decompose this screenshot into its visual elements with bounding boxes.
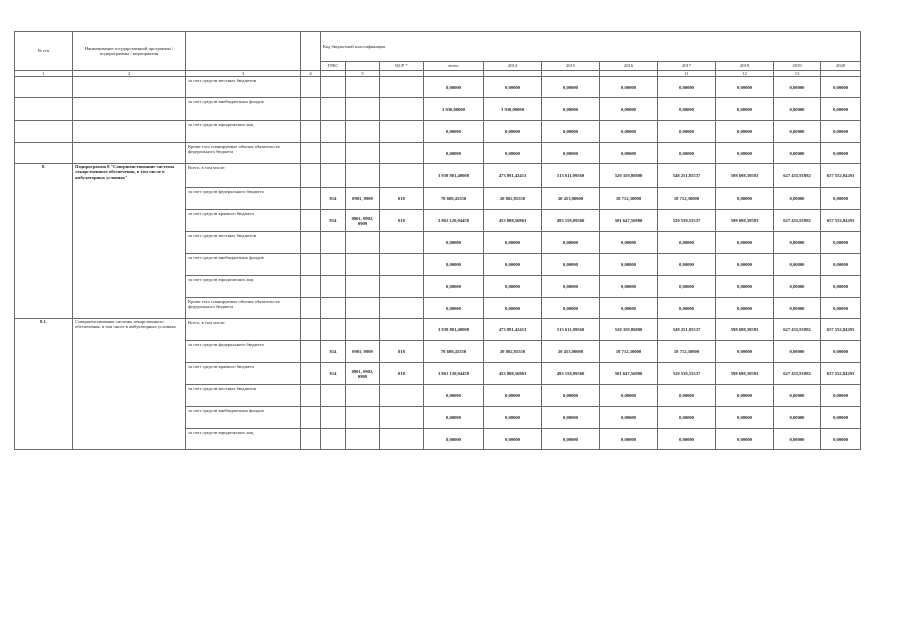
rz-cell: 0901, 0909 xyxy=(346,341,380,363)
csr-cell: 018 xyxy=(380,210,424,232)
spacer-cell xyxy=(301,188,321,210)
colnum-4: 4 xyxy=(301,71,321,77)
spacer-cell xyxy=(301,121,321,143)
value-year: 657 552,84293 xyxy=(821,319,861,341)
row-label: за счет средств местных бюджетов xyxy=(186,77,301,98)
value-total: 3 861 120,94458 xyxy=(424,210,484,232)
value-year: 0,00000 xyxy=(542,232,600,254)
grbs-cell: 814 xyxy=(321,210,346,232)
value-year: 657 552,84293 xyxy=(821,210,861,232)
value-year: 0,00000 xyxy=(716,121,774,143)
value-year: 493 158,09560 xyxy=(542,363,600,385)
value-total: 78 680,45550 xyxy=(424,341,484,363)
value-year: 0,00000 xyxy=(774,298,821,319)
num-cell xyxy=(15,77,73,98)
value-year: 453 088,56863 xyxy=(484,210,542,232)
rz-cell xyxy=(346,77,380,98)
header-grbs: ГРБС xyxy=(321,62,346,71)
name-cell xyxy=(73,143,186,164)
row-label: за счет средств юридических лиц xyxy=(186,276,301,298)
value-year: 501 647,56800 xyxy=(600,363,658,385)
header-total: всего xyxy=(424,62,484,71)
rz-cell xyxy=(346,121,380,143)
value-year: 0,00000 xyxy=(774,407,821,429)
value-year: 627 435,91882 xyxy=(774,363,821,385)
header-csr: ЦСР * xyxy=(380,62,424,71)
grbs-cell xyxy=(321,164,346,188)
table-row xyxy=(15,319,861,341)
header-budget-code: Код бюджетной классификации xyxy=(321,32,861,62)
value-year: 0,00000 xyxy=(542,298,600,319)
value-year: 20 802,85550 xyxy=(484,341,542,363)
name-cell xyxy=(73,77,186,98)
row-label: за счет средств федерального бюджета xyxy=(186,341,301,363)
table-row xyxy=(15,164,861,188)
grbs-cell: 814 xyxy=(321,188,346,210)
value-year: 0,00000 xyxy=(600,77,658,98)
value-year: 0,00000 xyxy=(542,429,600,450)
row-label: за счет средств юридических лиц xyxy=(186,121,301,143)
value-year: 0,00000 xyxy=(821,98,861,121)
grbs-cell xyxy=(321,121,346,143)
section-name: Подпрограмма 8 "Совершенствование системы лекарственного обеспечения, в том числе в амбулаторных условиях" xyxy=(73,164,186,319)
value-year: 0,00000 xyxy=(484,385,542,407)
rz-cell: 0901, 0902, 0909 xyxy=(346,363,380,385)
value-total: 3 861 120,94458 xyxy=(424,363,484,385)
value-year: 0,00000 xyxy=(821,385,861,407)
grbs-cell xyxy=(321,385,346,407)
header-year-2015: 2015 xyxy=(542,62,600,71)
value-year: 0,00000 xyxy=(716,341,774,363)
value-year: 0,00000 xyxy=(600,98,658,121)
header-spacer xyxy=(301,32,321,71)
header-num: № п/п xyxy=(15,32,73,71)
value-year: 0,00000 xyxy=(600,276,658,298)
value-year: 0,00000 xyxy=(542,385,600,407)
value-total: 0,00000 xyxy=(424,143,484,164)
value-year: 0,00000 xyxy=(542,98,600,121)
value-year: 0,00000 xyxy=(484,429,542,450)
row-label: за счет средств местных бюджетов xyxy=(186,232,301,254)
section-number: 8. xyxy=(15,164,73,319)
value-year: 0,00000 xyxy=(600,254,658,276)
value-year: 520 359,86800 xyxy=(600,319,658,341)
value-year: 0,00000 xyxy=(484,121,542,143)
value-total: 0,00000 xyxy=(424,429,484,450)
spacer-cell xyxy=(301,429,321,450)
row-label: Всего, в том числе: xyxy=(186,164,301,188)
value-year: 0,00000 xyxy=(774,429,821,450)
value-year: 0,00000 xyxy=(774,98,821,121)
spacer-cell xyxy=(301,407,321,429)
value-year: 0,00000 xyxy=(658,232,716,254)
value-year: 0,00000 xyxy=(774,143,821,164)
row-label: Кроме того планируемые объемы обязательств федерального бюджета xyxy=(186,298,301,319)
spacer-cell xyxy=(301,341,321,363)
colnum-13: 12 xyxy=(716,71,774,77)
colnum-6: 5 xyxy=(346,71,380,77)
header-year-2020: 2020 xyxy=(821,62,861,71)
value-year: 0,00000 xyxy=(542,276,600,298)
csr-cell xyxy=(380,254,424,276)
value-year: 0,00000 xyxy=(484,276,542,298)
colnum-3: 3 xyxy=(186,71,301,77)
value-year: 0,00000 xyxy=(774,77,821,98)
value-year: 0,00000 xyxy=(658,77,716,98)
value-total: 0,00000 xyxy=(424,121,484,143)
header-year-2018: 2018 xyxy=(716,62,774,71)
value-total: 3 930,00000 xyxy=(424,98,484,121)
row-label: за счет средств краевого бюджета xyxy=(186,210,301,232)
value-year: 627 435,91882 xyxy=(774,210,821,232)
value-year: 0,00000 xyxy=(716,232,774,254)
num-cell xyxy=(15,143,73,164)
grbs-cell xyxy=(321,77,346,98)
csr-cell xyxy=(380,77,424,98)
value-year: 0,00000 xyxy=(542,254,600,276)
value-year: 0,00000 xyxy=(821,77,861,98)
value-year: 0,00000 xyxy=(821,341,861,363)
grbs-cell xyxy=(321,232,346,254)
value-year: 0,00000 xyxy=(821,121,861,143)
spacer-cell xyxy=(301,385,321,407)
value-year: 0,00000 xyxy=(821,232,861,254)
value-year: 598 698,39583 xyxy=(716,164,774,188)
value-year: 598 698,39583 xyxy=(716,363,774,385)
section-number: 8.1. xyxy=(15,319,73,450)
value-year: 0,00000 xyxy=(821,276,861,298)
rz-cell xyxy=(346,298,380,319)
value-year: 453 088,56863 xyxy=(484,363,542,385)
value-year: 0,00000 xyxy=(658,385,716,407)
rz-cell xyxy=(346,143,380,164)
value-year: 0,00000 xyxy=(658,407,716,429)
header-blank xyxy=(186,32,301,71)
value-year: 493 158,09560 xyxy=(542,210,600,232)
csr-cell: 018 xyxy=(380,363,424,385)
rz-cell xyxy=(346,254,380,276)
spacer-cell xyxy=(301,210,321,232)
row-label: за счет средств юридических лиц xyxy=(186,429,301,450)
row-label: за счет средств внебюджетных фондов xyxy=(186,254,301,276)
value-year: 0,00000 xyxy=(716,254,774,276)
value-year: 18 712,30000 xyxy=(600,188,658,210)
csr-cell xyxy=(380,164,424,188)
spacer-cell xyxy=(301,164,321,188)
rz-cell xyxy=(346,98,380,121)
value-year: 627 435,91882 xyxy=(774,319,821,341)
colnum-12: 11 xyxy=(658,71,716,77)
grbs-cell: 814 xyxy=(321,341,346,363)
value-year: 20 453,00000 xyxy=(542,188,600,210)
value-year: 548 251,85537 xyxy=(658,319,716,341)
value-year: 501 647,56800 xyxy=(600,210,658,232)
value-year: 513 611,09560 xyxy=(542,319,600,341)
grbs-cell xyxy=(321,407,346,429)
value-year: 0,00000 xyxy=(716,298,774,319)
spacer-cell xyxy=(301,232,321,254)
colnum-2: 2 xyxy=(73,71,186,77)
grbs-cell xyxy=(321,298,346,319)
value-year: 0,00000 xyxy=(484,407,542,429)
rz-cell xyxy=(346,276,380,298)
table-row xyxy=(15,98,861,121)
value-year: 0,00000 xyxy=(658,298,716,319)
value-year: 0,00000 xyxy=(716,77,774,98)
value-year: 0,00000 xyxy=(774,385,821,407)
header-year-2017: 2017 xyxy=(658,62,716,71)
row-label: за счет средств краевого бюджета xyxy=(186,363,301,385)
spacer-cell xyxy=(301,254,321,276)
rz-cell xyxy=(346,164,380,188)
grbs-cell xyxy=(321,98,346,121)
value-year: 0,00000 xyxy=(600,232,658,254)
spacer-cell xyxy=(301,319,321,341)
value-year: 0,00000 xyxy=(600,407,658,429)
header-year-2019: 2019 xyxy=(774,62,821,71)
value-year: 18 712,30000 xyxy=(658,188,716,210)
value-year: 0,00000 xyxy=(774,341,821,363)
value-total: 3 939 801,40008 xyxy=(424,319,484,341)
value-year: 0,00000 xyxy=(542,77,600,98)
value-year: 0,00000 xyxy=(484,143,542,164)
value-year: 0,00000 xyxy=(484,232,542,254)
value-year: 0,00000 xyxy=(774,121,821,143)
value-year: 598 698,39583 xyxy=(716,319,774,341)
spacer-cell xyxy=(301,276,321,298)
value-year: 0,00000 xyxy=(716,276,774,298)
value-year: 0,00000 xyxy=(658,121,716,143)
rz-cell xyxy=(346,319,380,341)
spacer-cell xyxy=(301,98,321,121)
colnum-14: 13 xyxy=(774,71,821,77)
value-year: 657 552,84293 xyxy=(821,164,861,188)
value-year: 0,00000 xyxy=(716,429,774,450)
grbs-cell: 814 xyxy=(321,363,346,385)
row-label: за счет средств местных бюджетов xyxy=(186,385,301,407)
name-cell xyxy=(73,121,186,143)
value-total: 0,00000 xyxy=(424,276,484,298)
value-year: 0,00000 xyxy=(821,143,861,164)
value-total: 0,00000 xyxy=(424,254,484,276)
row-label: за счет средств внебюджетных фондов xyxy=(186,407,301,429)
value-year: 0,00000 xyxy=(484,298,542,319)
value-year: 0,00000 xyxy=(716,188,774,210)
value-year: 0,00000 xyxy=(821,407,861,429)
row-label: Кроме того планируемые объемы обязательств федерального бюджета xyxy=(186,143,301,164)
value-year: 0,00000 xyxy=(600,143,658,164)
value-total: 0,00000 xyxy=(424,385,484,407)
value-year: 0,00000 xyxy=(821,298,861,319)
colnum-1: 1 xyxy=(15,71,73,77)
value-total: 78 680,45550 xyxy=(424,188,484,210)
row-label: за счет средств федерального бюджета xyxy=(186,188,301,210)
value-year: 3 930,00000 xyxy=(484,98,542,121)
spacer-cell xyxy=(301,143,321,164)
rz-cell xyxy=(346,429,380,450)
value-total: 3 939 801,40008 xyxy=(424,164,484,188)
header-row-main xyxy=(15,32,861,62)
grbs-cell xyxy=(321,254,346,276)
value-year: 0,00000 xyxy=(484,254,542,276)
value-year: 529 539,55537 xyxy=(658,210,716,232)
value-year: 0,00000 xyxy=(542,143,600,164)
num-cell xyxy=(15,98,73,121)
rz-cell: 0901, 0902, 0909 xyxy=(346,210,380,232)
value-year: 20 453,00000 xyxy=(542,341,600,363)
value-year: 0,00000 xyxy=(600,121,658,143)
budget-sheet xyxy=(14,31,860,450)
grbs-cell xyxy=(321,143,346,164)
table-row xyxy=(15,121,861,143)
value-year: 529 539,55537 xyxy=(658,363,716,385)
value-year: 657 552,84293 xyxy=(821,363,861,385)
value-year: 598 698,39583 xyxy=(716,210,774,232)
value-year: 0,00000 xyxy=(658,276,716,298)
csr-cell: 018 xyxy=(380,341,424,363)
row-label: за счет средств внебюджетных фондов xyxy=(186,98,301,121)
header-rz xyxy=(346,62,380,71)
value-year: 473 891,42413 xyxy=(484,164,542,188)
value-year: 0,00000 xyxy=(600,429,658,450)
value-year: 0,00000 xyxy=(542,407,600,429)
value-year: 18 712,30000 xyxy=(658,341,716,363)
csr-cell xyxy=(380,98,424,121)
spacer-cell xyxy=(301,77,321,98)
value-year: 0,00000 xyxy=(484,77,542,98)
csr-cell xyxy=(380,385,424,407)
num-cell xyxy=(15,121,73,143)
csr-cell xyxy=(380,429,424,450)
rz-cell xyxy=(346,385,380,407)
value-year: 627 435,91882 xyxy=(774,164,821,188)
value-year: 0,00000 xyxy=(658,254,716,276)
value-year: 0,00000 xyxy=(716,407,774,429)
value-year: 0,00000 xyxy=(821,429,861,450)
rz-cell: 0901, 0909 xyxy=(346,188,380,210)
value-year: 548 251,85537 xyxy=(658,164,716,188)
header-year-2016: 2016 xyxy=(600,62,658,71)
grbs-cell xyxy=(321,429,346,450)
header-name: Наименование государственной программы / подпрограммы / мероприятия xyxy=(73,32,186,71)
value-year: 0,00000 xyxy=(600,298,658,319)
value-total: 0,00000 xyxy=(424,407,484,429)
grbs-cell xyxy=(321,319,346,341)
value-year: 0,00000 xyxy=(821,254,861,276)
value-year: 0,00000 xyxy=(716,98,774,121)
value-year: 0,00000 xyxy=(774,188,821,210)
csr-cell xyxy=(380,407,424,429)
value-year: 0,00000 xyxy=(658,143,716,164)
value-year: 0,00000 xyxy=(716,385,774,407)
table-row xyxy=(15,77,861,98)
table-row xyxy=(15,143,861,164)
csr-cell xyxy=(380,143,424,164)
row-label: Всего, в том числе: xyxy=(186,319,301,341)
csr-cell xyxy=(380,319,424,341)
spacer-cell xyxy=(301,363,321,385)
grbs-cell xyxy=(321,276,346,298)
value-year: 0,00000 xyxy=(658,429,716,450)
value-year: 20 802,85550 xyxy=(484,188,542,210)
budget-table xyxy=(14,31,861,450)
value-year: 0,00000 xyxy=(658,98,716,121)
value-year: 0,00000 xyxy=(542,121,600,143)
rz-cell xyxy=(346,232,380,254)
value-total: 0,00000 xyxy=(424,232,484,254)
value-year: 0,00000 xyxy=(774,254,821,276)
value-year: 473 891,42413 xyxy=(484,319,542,341)
value-total: 0,00000 xyxy=(424,298,484,319)
csr-cell xyxy=(380,276,424,298)
csr-cell xyxy=(380,121,424,143)
value-year: 513 611,09560 xyxy=(542,164,600,188)
value-year: 0,00000 xyxy=(821,188,861,210)
spacer-cell xyxy=(301,298,321,319)
csr-cell xyxy=(380,298,424,319)
rz-cell xyxy=(346,407,380,429)
value-year: 0,00000 xyxy=(774,276,821,298)
name-cell xyxy=(73,98,186,121)
value-total: 0,00000 xyxy=(424,77,484,98)
section-name: Совершенствование системы лекарственного обеспечения, в том числе в амбулаторных условиях xyxy=(73,319,186,450)
csr-cell xyxy=(380,232,424,254)
value-year: 520 359,86800 xyxy=(600,164,658,188)
header-year-2014: 2014 xyxy=(484,62,542,71)
value-year: 0,00000 xyxy=(716,143,774,164)
value-year: 0,00000 xyxy=(774,232,821,254)
value-year: 0,00000 xyxy=(600,385,658,407)
value-year: 18 712,30000 xyxy=(600,341,658,363)
csr-cell: 018 xyxy=(380,188,424,210)
